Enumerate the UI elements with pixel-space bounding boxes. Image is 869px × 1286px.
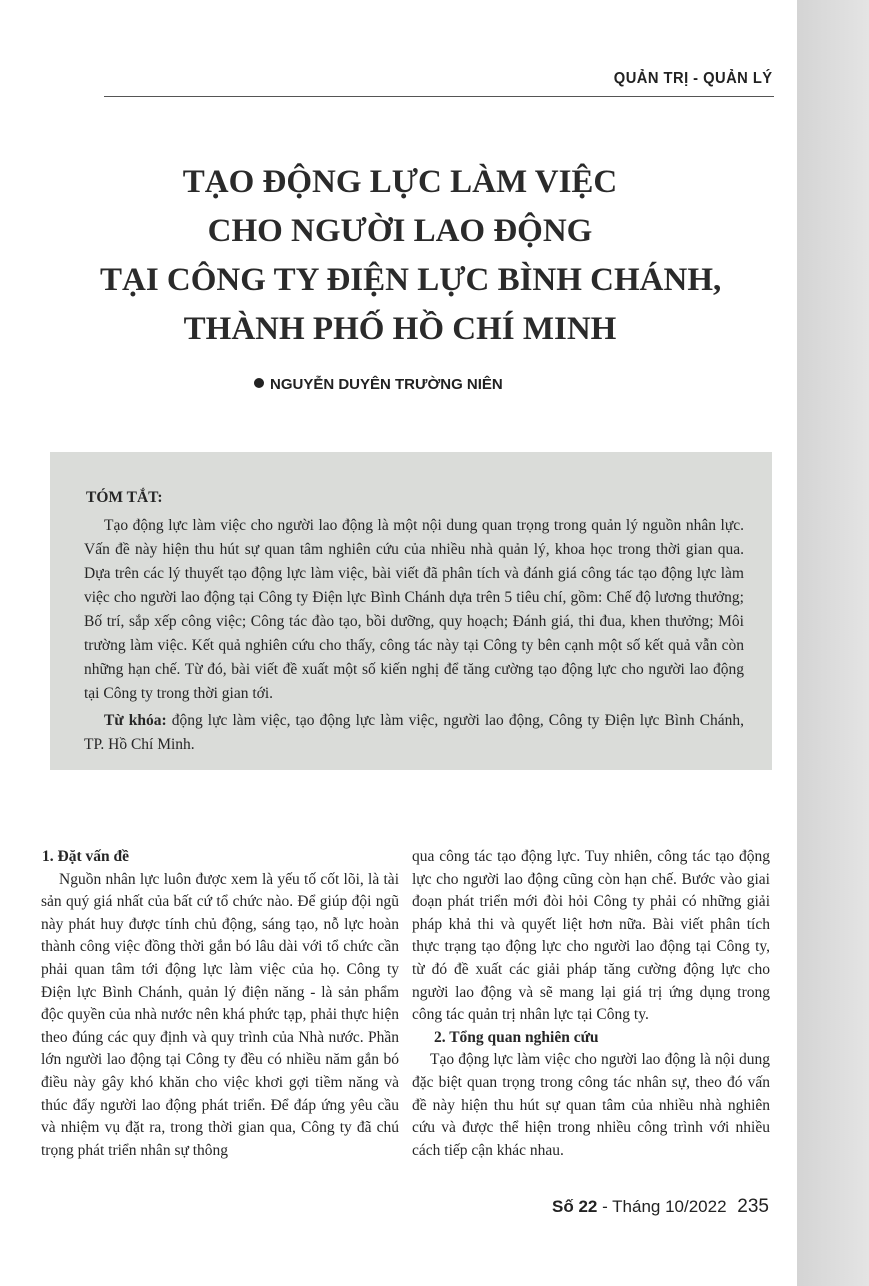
body-paragraph: Nguồn nhân lực luôn được xem là yếu tố cốt lõi, là tài sản quý giá nhất của bất cứ tổ chức nào. Để giúp đội ngũ này phát huy được tính chủ động, sáng tạo, nỗ lực hoàn thành công việc đồng thời gắn bó lâu dài với tổ chức cần phải quan tâm tới động lực làm việc của họ. Công ty Điện lực Bình Chánh, quản lý điện năng - là sản phẩm độc quyền của nhà nước nên khá phức tạp, phải thực hiện theo đúng các quy định và quy trình của Nhà nước. Phần lớn người lao động tại Công ty đều có nhiều năm gắn bó điều này gây khó khăn cho việc khơi gợi tiềm năng và thúc đẩy người lao động phát triển. Để đáp ứng yêu cầu và nhiệm vụ đặt ra, trong thời gian qua, Công ty đã chú trọng phát triển nhân sự thông: [41, 870, 399, 1159]
page-number: 235: [737, 1196, 769, 1217]
author-name: NGUYỄN DUYÊN TRƯỜNG NIÊN: [270, 376, 503, 393]
header-rule: [104, 96, 774, 97]
section-heading: 2. Tổng quan nghiên cứu: [434, 1028, 599, 1046]
title-line: CHO NGƯỜI LAO ĐỘNG: [207, 213, 593, 249]
keywords-text: động lực làm việc, tạo động lực làm việc, người lao động, Công ty Điện lực Bình Chánh, TP. Hồ Chí Minh.: [84, 712, 745, 753]
abstract-box: [50, 452, 772, 770]
body-paragraph: qua công tác tạo động lực. Tuy nhiên, công tác tạo động lực cho người lao động cũng còn hạn chế. Bước vào giai đoạn phát triển mới đòi hỏi Công ty phải có những giải pháp khả thi và quyết liệt hơn nữa. Bài viết phân tích thực trạng tạo động lực cho người lao động tại Công ty, từ đó đề xuất các giải pháp tăng cường động lực cho người lao động và sẽ mang lại giá trị ứng dụng trong công tác quản trị nhân lực tại Công ty.: [412, 848, 770, 1024]
section-label: QUẢN TRỊ - QUẢN LÝ: [614, 70, 773, 87]
left-column: [41, 846, 399, 1162]
author-line: [254, 376, 503, 393]
section-heading: 1. Đặt vấn đề: [42, 848, 129, 865]
title-line: THÀNH PHỐ HỒ CHÍ MINH: [183, 311, 617, 347]
issue-number: Số 22: [552, 1197, 598, 1216]
page-footer: [552, 1196, 769, 1218]
abstract-heading: TÓM TẮT:: [86, 489, 163, 506]
issue-date: - Tháng 10/2022: [602, 1197, 727, 1216]
keywords-label: Từ khóa:: [104, 712, 167, 729]
page-edge-shadow: [797, 0, 869, 1286]
right-column: [412, 846, 770, 1162]
title-line: TẠO ĐỘNG LỰC LÀM VIỆC: [182, 164, 618, 200]
bullet-icon: [254, 378, 264, 388]
article-title: [100, 158, 722, 354]
title-line: TẠI CÔNG TY ĐIỆN LỰC BÌNH CHÁNH,: [100, 262, 722, 298]
body-paragraph: Tạo động lực làm việc cho người lao động là nội dung đặc biệt quan trọng trong công tác nhân sự, theo đó vấn đề này hiện thu hút sự quan tâm của nhiều nhà nghiên cứu và được thể hiện trong nhiều công trình với nhiều cách tiếp cận khác nhau.: [412, 1051, 770, 1159]
keywords: [84, 709, 744, 757]
abstract-text: Tạo động lực làm việc cho người lao động là một nội dung quan trọng trong quản lý nguồn nhân lực. Vấn đề này hiện thu hút sự quan tâm nghiên cứu của nhiều nhà quản lý, khoa học trong thời gian qua. Dựa trên các lý thuyết tạo động lực làm việc, bài viết đã phân tích và đánh giá công tác tạo động lực làm việc cho người lao động tại Công ty Điện lực Bình Chánh dựa trên 5 tiêu chí, gồm: Chế độ lương thưởng; Bố trí, sắp xếp công việc; Công tác đào tạo, bồi dưỡng, quy hoạch; Đánh giá, thi đua, khen thưởng; Môi trường làm việc. Kết quả nghiên cứu cho thấy, công tác này tại Công ty bên cạnh một số kết quả vẫn còn những hạn chế. Từ đó, bài viết đề xuất một số kiến nghị để tăng cường tạo động lực cho người lao động tại Công ty trong thời gian tới.: [84, 517, 744, 702]
